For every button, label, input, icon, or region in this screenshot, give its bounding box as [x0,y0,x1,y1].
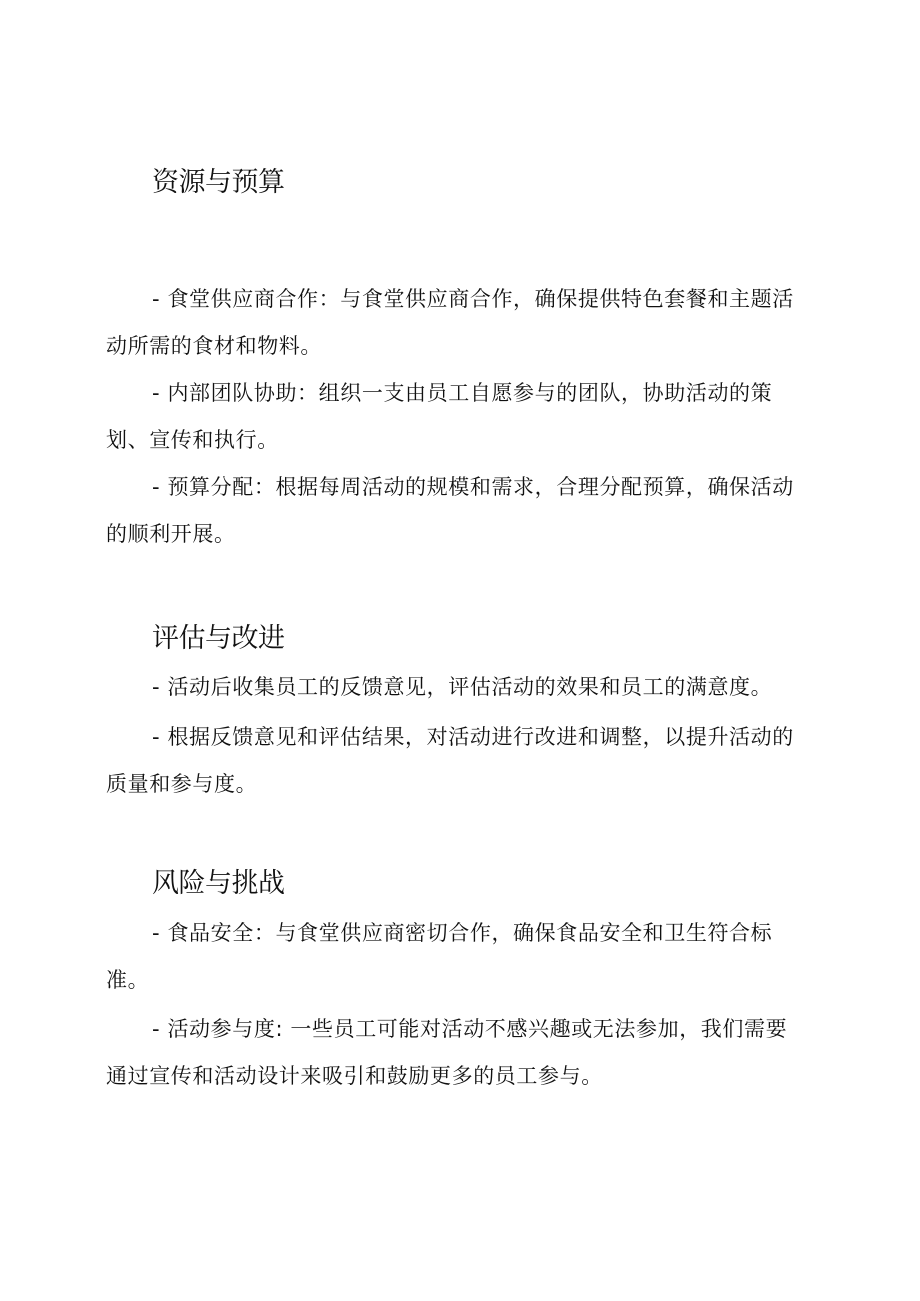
list-item-budget-allocation: - 预算分配：根据每周活动的规模和需求，合理分配预算，确保活动的顺利开展。 [106,475,794,546]
section-heading-evaluation-improvement: 评估与改进 [152,623,285,654]
list-item-improve-adjust: - 根据反馈意见和评估结果，对活动进行改进和调整，以提升活动的质量和参与度。 [106,725,794,796]
list-item-food-safety: - 食品安全：与食堂供应商密切合作，确保食品安全和卫生符合标准。 [106,921,773,992]
list-item-collect-feedback: - 活动后收集员工的反馈意见，评估活动的效果和员工的满意度。 [152,675,773,699]
list-item-participation: - 活动参与度: 一些员工可能对活动不感兴趣或无法参加，我们需要通过宣传和活动设计来吸引和鼓励更多的员工参与。 [106,1017,788,1088]
list-item-internal-team: - 内部团队协助：组织一支由员工自愿参与的团队，协助活动的策划、宣传和执行。 [106,381,773,452]
section-heading-risks-challenges: 风险与挑战 [152,868,285,899]
section-heading-resources-budget: 资源与预算 [152,167,285,198]
list-item-canteen-supplier: - 食堂供应商合作：与食堂供应商合作，确保提供特色套餐和主题活动所需的食材和物料。 [106,287,794,358]
